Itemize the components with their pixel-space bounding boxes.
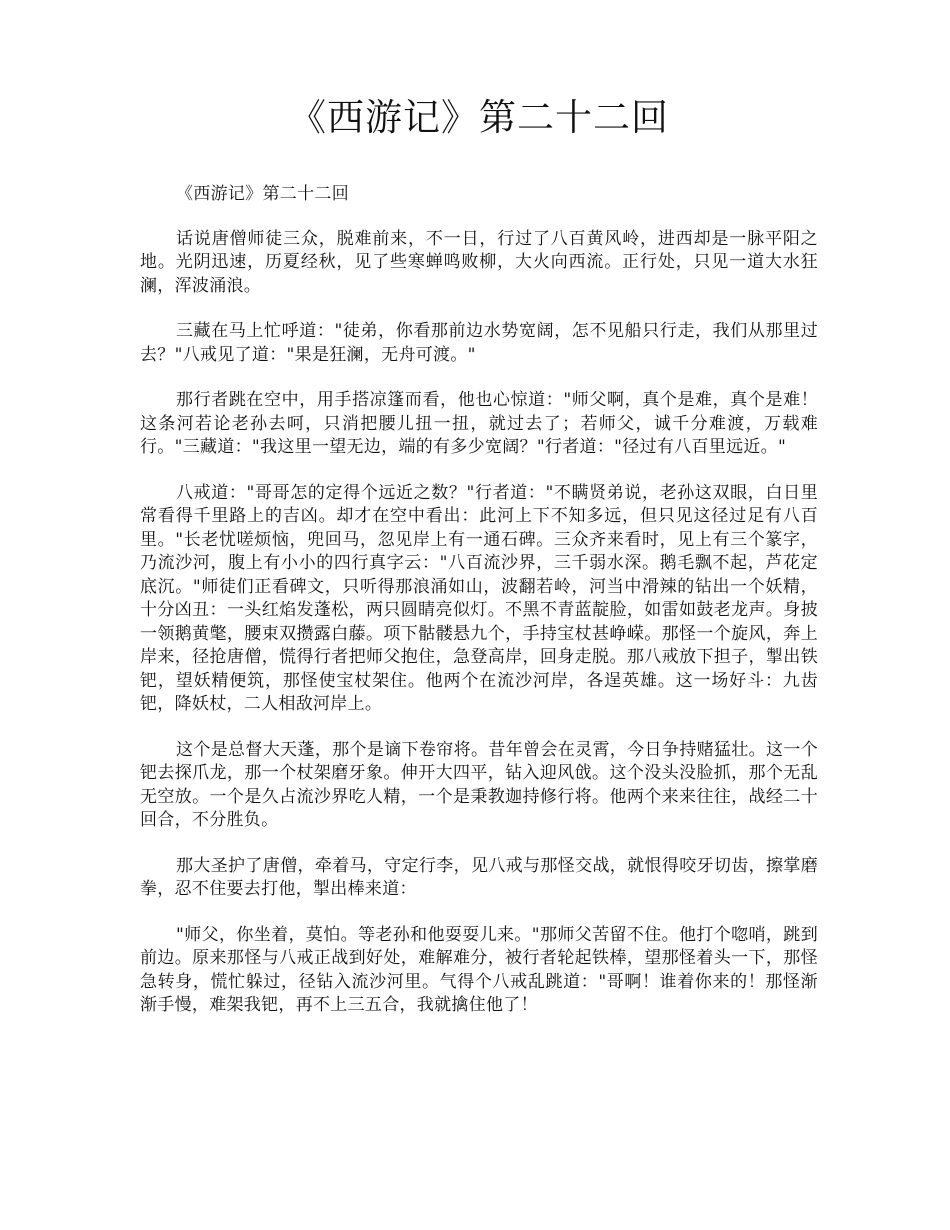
paragraph: 那行者跳在空中，用手搭凉篷而看，他也心惊道："师父啊，真个是难，真个是难！这条河若论老孙去呵，只消把腰儿扭一扭，就过去了；若师父，诚千分难渡，万载难行。"三藏道："我这里一望无边，端的有多少宽阔？"行者道："径过有八百里远近。" (140, 390, 818, 457)
paragraph-chapter-heading: 《西游记》第二十二回 (176, 184, 349, 204)
paragraph: 这个是总督大天蓬，那个是谪下卷帘将。昔年曾会在灵霄，今日争持赌猛壮。这一个钯去探爪龙，那一个杖架磨牙象。伸开大四平，钻入迎风戗。这个没头没脸抓，那个无乱无空放。一个是久占流沙界吃人精，一个是秉教迦持修行将。他两个来来往往，战经二十回合，不分胜负。 (140, 739, 818, 830)
paragraph: 那大圣护了唐僧，牵着马，守定行李，见八戒与那怪交战，就恨得咬牙切齿，擦掌磨拳，忍不住要去打他，掣出棒来道： (140, 855, 818, 899)
paragraph: 八戒道："哥哥怎的定得个远近之数？"行者道："不瞒贤弟说，老孙这双眼，白日里常看得千里路上的吉凶。却才在空中看出：此河上下不知多远，但只见这径过足有八百里。"长老忧嗟烦恼，兜回马，忽见岸上有一通石碑。三众齐来看时，见上有三个篆字，乃流沙河，腹上有小小的四行真字云："八百流沙界，三千弱水深。鹅毛飘不起，芦花定底沉。"师徒们正看碑文，只听得那浪涌如山，波翻若岭，河当中滑辣的钻出一个妖精，十分凶丑：一头红焰发蓬松，两只圆睛亮似灯。不黑不青蓝靛脸，如雷如鼓老龙声。身披一领鹅黄氅，腰束双攒露白藤。项下骷髅悬九个，手持宝杖甚峥嵘。那怪一个旋风，奔上岸来，径抢唐僧，慌得行者把师父抱住，急登高岸，回身走脱。那八戒放下担子，掣出铁钯，望妖精便筑，那怪使宝杖架住。他两个在流沙河岸，各逞英雄。这一场好斗：九齿钯，降妖杖，二人相敌河岸上。 (140, 482, 818, 714)
paragraph: 三藏在马上忙呼道："徒弟，你看那前边水势宽阔，怎不见船只行走，我们从那里过去？"八戒见了道："果是狂澜，无舟可渡。" (140, 321, 818, 365)
document-title: 《西游记》第二十二回 (289, 96, 669, 139)
paragraph: 话说唐僧师徒三众，脱难前来，不一日，行过了八百黄风岭，进西却是一脉平阳之地。光阴迅速，历夏经秋，见了些寒蝉鸣败柳，大火向西流。正行处，只见一道大水狂澜，浑波涌浪。 (140, 228, 818, 296)
paragraph: "师父，你坐着，莫怕。等老孙和他耍耍儿来。"那师父苦留不住。他打个唿哨，跳到前边。原来那怪与八戒正战到好处，难解难分，被行者轮起铁棒，望那怪着头一下，那怪急转身，慌忙躲过，径钻入流沙河里。气得个八戒乱跳道："哥啊！谁着你来的！那怪渐渐手慢，难架我钯，再不上三五合，我就擒住他了！ (140, 924, 818, 1015)
document-body (140, 183, 818, 1040)
